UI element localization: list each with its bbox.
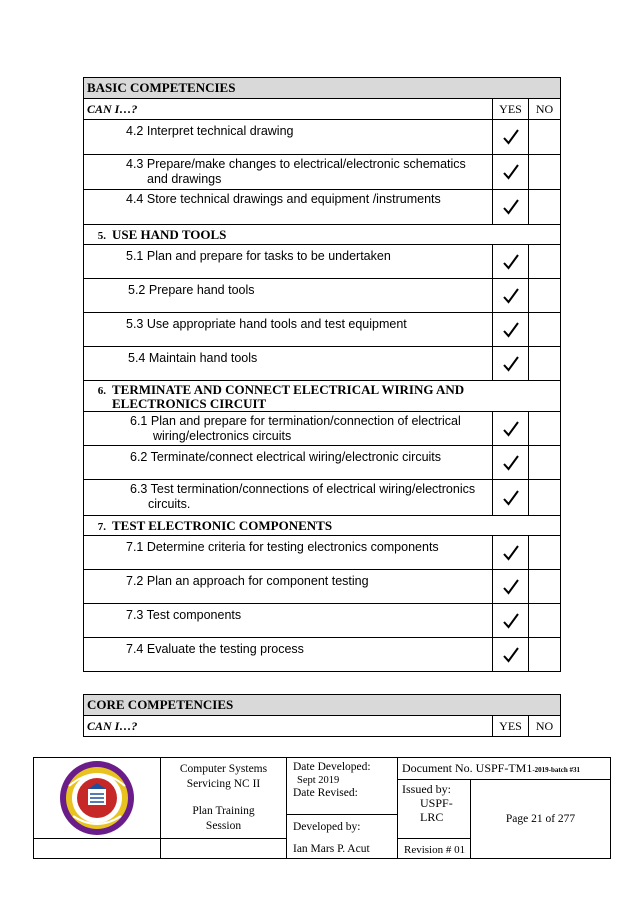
logo-cell xyxy=(34,758,161,839)
table-row xyxy=(84,347,561,381)
developed-by-value: Ian Mars P. Acut xyxy=(293,842,370,855)
page-number: Page 21 of 277 xyxy=(505,813,576,825)
item-number: 6.3 xyxy=(130,482,148,496)
developer-cell xyxy=(287,814,398,859)
item-text: Terminate/connect electrical wiring/electronic circuits xyxy=(150,450,442,464)
date-revised-label: Date Revised: xyxy=(293,787,358,799)
yes-cell xyxy=(493,313,529,347)
yes-cell xyxy=(493,480,529,516)
item-number: 5.4 xyxy=(128,351,146,365)
no-cell xyxy=(529,155,561,190)
yes-cell xyxy=(493,245,529,279)
yes-cell xyxy=(493,536,529,570)
item-text: Test components xyxy=(146,608,242,622)
item-text: Use appropriate hand tools and test equipment xyxy=(146,317,407,331)
check-icon xyxy=(502,321,520,339)
yes-column-header: YES xyxy=(493,99,529,120)
table-row xyxy=(84,245,561,279)
date-developed-value: Sept 2019 xyxy=(297,775,340,786)
yes-cell xyxy=(493,570,529,604)
can-i-label: CAN I…? xyxy=(84,99,493,120)
item-number: 5.1 xyxy=(126,249,144,263)
table-row xyxy=(84,638,561,672)
table-row xyxy=(84,480,561,516)
section-title: TEST ELECTRONIC COMPONENTS xyxy=(112,517,333,533)
section-row xyxy=(84,381,561,412)
no-cell xyxy=(529,412,561,446)
item-text: Plan an approach for component testing xyxy=(146,574,369,588)
check-icon xyxy=(502,420,520,438)
table-row xyxy=(84,570,561,604)
revision-cell xyxy=(398,839,471,859)
check-icon xyxy=(502,253,520,271)
check-icon xyxy=(502,454,520,472)
can-i-label: CAN I…? xyxy=(84,716,493,737)
yes-cell xyxy=(493,604,529,638)
core-competencies-heading: CORE COMPETENCIES xyxy=(84,695,561,716)
section-number: 6. xyxy=(97,385,106,397)
item-text: Interpret technical drawing xyxy=(146,124,294,138)
check-icon xyxy=(502,578,520,596)
item-number: 7.4 xyxy=(126,642,144,656)
table-row xyxy=(84,446,561,480)
no-cell xyxy=(529,190,561,225)
table-row xyxy=(84,412,561,446)
no-column-header: NO xyxy=(529,716,561,737)
no-cell xyxy=(529,480,561,516)
yes-cell xyxy=(493,155,529,190)
item-number: 7.3 xyxy=(126,608,144,622)
logo-cell-spacer xyxy=(34,839,161,859)
yes-column-header: YES xyxy=(493,716,529,737)
no-cell xyxy=(529,536,561,570)
item-number: 5.2 xyxy=(128,283,146,297)
yes-cell xyxy=(493,120,529,155)
core-competencies-table xyxy=(83,694,561,737)
revision-number: Revision # 01 xyxy=(404,844,466,856)
document-number-label: Document No. xyxy=(402,761,473,775)
issued-by-cell xyxy=(398,780,471,839)
course-cell-spacer xyxy=(161,839,287,859)
table-row xyxy=(84,604,561,638)
basic-competencies-table xyxy=(83,77,561,672)
no-cell xyxy=(529,446,561,480)
document-number-suffix: -2019-batch #31 xyxy=(532,766,580,774)
session-name: Plan Training xyxy=(192,805,255,817)
course-cell xyxy=(161,758,287,839)
no-cell xyxy=(529,279,561,313)
yes-cell xyxy=(493,638,529,672)
check-icon xyxy=(502,128,520,146)
item-text: Test termination/connections of electrical wiring/electronics xyxy=(150,482,476,496)
item-text-continued: circuits. xyxy=(148,497,191,511)
check-icon xyxy=(502,612,520,630)
developed-by-label: Developed by: xyxy=(293,820,361,833)
no-column-header: NO xyxy=(529,99,561,120)
check-icon xyxy=(502,198,520,216)
item-text: Store technical drawings and equipment /instruments xyxy=(146,192,441,206)
check-icon xyxy=(502,544,520,562)
item-text: Prepare/make changes to electrical/electronic schematics xyxy=(146,157,466,171)
table-row xyxy=(84,120,561,155)
issued-by-label: Issued by: xyxy=(402,782,451,796)
basic-competencies-heading: BASIC COMPETENCIES xyxy=(84,78,561,99)
item-number: 5.3 xyxy=(126,317,144,331)
table-row xyxy=(84,190,561,225)
item-text: Determine criteria for testing electronics components xyxy=(146,540,439,554)
check-icon xyxy=(502,355,520,373)
page-cell xyxy=(471,780,611,859)
no-cell xyxy=(529,570,561,604)
item-number: 4.2 xyxy=(126,124,144,138)
no-cell xyxy=(529,245,561,279)
dates-cell xyxy=(287,758,398,815)
item-number: 4.4 xyxy=(126,192,144,206)
document-footer xyxy=(33,757,611,859)
no-cell xyxy=(529,638,561,672)
table-row xyxy=(84,279,561,313)
table-row xyxy=(84,536,561,570)
item-text: Maintain hand tools xyxy=(148,351,258,365)
table-row xyxy=(84,313,561,347)
yes-cell xyxy=(493,190,529,225)
section-number: 5. xyxy=(97,229,106,242)
yes-cell xyxy=(493,412,529,446)
section-title: USE HAND TOOLS xyxy=(112,226,227,242)
item-number: 6.2 xyxy=(130,450,148,464)
item-number: 4.3 xyxy=(126,157,144,171)
yes-cell xyxy=(493,446,529,480)
no-cell xyxy=(529,313,561,347)
check-icon xyxy=(502,163,520,181)
no-cell xyxy=(529,120,561,155)
section-row xyxy=(84,516,561,536)
check-icon xyxy=(502,646,520,664)
item-number: 7.1 xyxy=(126,540,144,554)
section-title: TERMINATE AND CONNECT ELECTRICAL WIRING AND xyxy=(112,382,465,397)
session-name-2: Session xyxy=(205,820,242,832)
section-row xyxy=(84,225,561,245)
item-text: Plan and prepare for tasks to be undertaken xyxy=(146,249,391,263)
item-number: 6.1 xyxy=(130,414,148,428)
table-row xyxy=(84,155,561,190)
document-number-cell xyxy=(398,758,611,780)
check-icon xyxy=(502,489,520,507)
course-name-2: Servicing NC II xyxy=(186,778,261,790)
item-text: Plan and prepare for termination/connection of electrical xyxy=(150,414,461,428)
item-text-continued: wiring/electronics circuits xyxy=(153,429,292,443)
document-number: USPF-TM1 xyxy=(475,761,533,775)
check-icon xyxy=(502,287,520,305)
item-number: 7.2 xyxy=(126,574,144,588)
section-number: 7. xyxy=(97,520,106,533)
item-text: Evaluate the testing process xyxy=(146,642,304,656)
item-text-continued: and drawings xyxy=(147,172,222,186)
date-developed-label: Date Developed: xyxy=(293,761,371,773)
section-title-wrap xyxy=(112,383,464,411)
course-name: Computer Systems xyxy=(179,763,268,775)
issued-by-value: USPF-LRC xyxy=(420,796,453,824)
no-cell xyxy=(529,347,561,381)
item-text: Prepare hand tools xyxy=(148,283,255,297)
yes-cell xyxy=(493,279,529,313)
no-cell xyxy=(529,604,561,638)
section-title-continued: ELECTRONICS CIRCUIT xyxy=(112,396,267,411)
yes-cell xyxy=(493,347,529,381)
school-seal-logo xyxy=(55,758,139,838)
